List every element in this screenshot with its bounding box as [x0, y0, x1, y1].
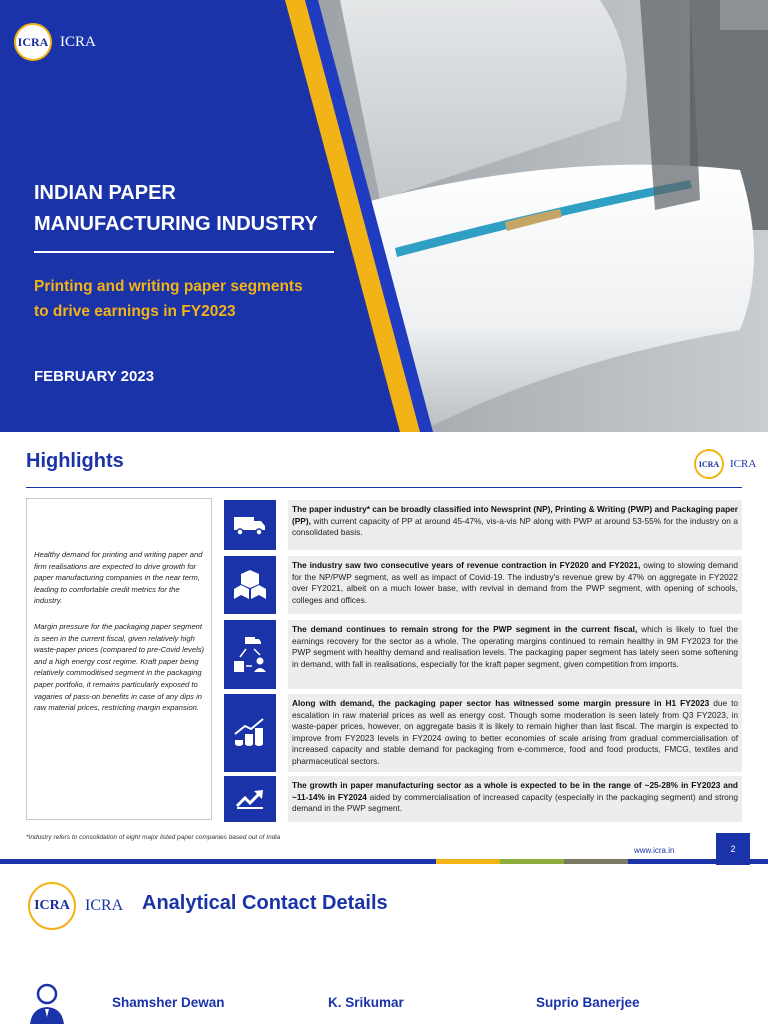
summary-sidebox: [26, 498, 212, 820]
brand-name: ICRA: [730, 458, 757, 470]
boxes-icon: [224, 556, 276, 614]
icra-logo: [14, 23, 96, 61]
summary-paragraph: Margin pressure for the packaging paper segment is seen in the current fiscal, given relatively high waste-paper prices (compared to pre-Covid levels) and a high energy cost regime. Kraft paper being relatively commoditised segment in the packaging paper portfolio, it remains particularly exposed to vagaries of pass-on benefits in case of any dips in raw material prices, restricting margin expansion.: [34, 621, 205, 713]
footer-stripe: [628, 859, 768, 864]
highlight-row: [224, 694, 742, 772]
icra-logo-small: [694, 449, 756, 479]
footer-stripe: [564, 859, 628, 864]
growth-arrow-icon: [224, 776, 276, 822]
person-icon: [28, 983, 66, 1024]
contact-name: K. Srikumar: [328, 995, 404, 1010]
icra-seal: ICRA: [694, 449, 724, 479]
icra-seal: ICRA: [14, 23, 52, 61]
cover-title: INDIAN PAPER MANUFACTURING INDUSTRY: [34, 182, 318, 235]
highlight-text: The industry saw two consecutive years of revenue contraction in FY2020 and FY2021, owing to slowing demand for the NP/PWP segment, as well as impact of Covid-19. The industry's revenue grew by 47% on aggregate in FY2022 over FY2021, albeit on a much lower base, with revival in demand from the PWP segment, with opening of schools, colleges and offices.: [288, 556, 742, 614]
page-number: 2: [716, 833, 750, 865]
highlight-row: [224, 556, 742, 614]
truck-icon: [224, 500, 276, 550]
cover-panel: [0, 0, 768, 432]
brand-name: ICRA: [85, 897, 124, 914]
website-link[interactable]: www.icra.in: [634, 846, 675, 855]
cover-divider: [34, 251, 334, 253]
cover-subtitle: Printing and writing paper segments to drive earnings in FY2023: [34, 278, 303, 320]
supply-network-icon: [224, 620, 276, 689]
highlight-text: Along with demand, the packaging paper sector has witnessed some margin pressure in H1 FY2023 due to escalation in raw material prices as well as energy cost. Though some moderation is seen lately from Q3 FY2023, in waste-paper prices, however, on aggregate basis it is likely to remain higher than last fiscal. The margin is expected to improve from FY2023 levels in FY2024 owing to better economies of scale arising from gradual commercialisation of increased capacity and stable demand for packaging from e-commerce, food and food products, FMCG, textiles and pharmaceutical sectors.: [288, 694, 742, 772]
highlight-row: [224, 500, 742, 550]
cover-date: FEBRUARY 2023: [34, 368, 155, 385]
footer-stripe: [500, 859, 564, 864]
highlight-text: The paper industry* can be broadly classified into Newsprint (NP), Printing & Writing (PWP) and Packaging paper (PP), with current capacity of PP at around 45-47%, vis-a-vis NP along with PWP at around 53-55% for the industry on a consolidated basis.: [288, 500, 742, 550]
summary-paragraph: Healthy demand for printing and writing paper and firm realisations are expected to drive growth for paper manufacturing companies in the near term, leading to comfortable credit metrics for the industry.: [34, 550, 203, 606]
highlight-row: [224, 776, 742, 822]
highlight-text: The demand continues to remain strong for the PWP segment in the current fiscal, which is likely to fuel the earnings recovery for the sector as a whole. The operating margins continued to remain healthy in 9M FY2023 for the PWP segment with healthy demand and realisation levels. The packaging paper segment has lately seen some softening in demand, with fall in realisations, especially for the kraft paper segment, given competition from imports.: [288, 620, 742, 689]
highlight-row: [224, 620, 742, 689]
brand-name: ICRA: [60, 33, 96, 50]
contact-name: Shamsher Dewan: [112, 995, 225, 1010]
highlight-text: The growth in paper manufacturing sector as a whole is expected to be in the range of ~25-28% in FY2023 and ~11-14% in FY2024 aided by commercialisation of increased capacity (especially in the packaging segment) and strong demand in the PWP segment.: [288, 776, 742, 822]
contacts-title: Analytical Contact Details: [142, 892, 388, 914]
contact-name: Suprio Banerjee: [536, 995, 640, 1010]
footnote: *Industry refers to consolidation of eight major listed paper companies based out of India: [26, 834, 281, 841]
footer-stripe: [436, 859, 500, 864]
highlights-divider: [26, 487, 742, 488]
icra-seal: ICRA: [28, 882, 76, 930]
footer-stripe: [0, 859, 436, 864]
highlights-title: Highlights: [26, 450, 124, 472]
icra-logo-contacts: [28, 882, 123, 930]
coins-icon: [224, 694, 276, 772]
